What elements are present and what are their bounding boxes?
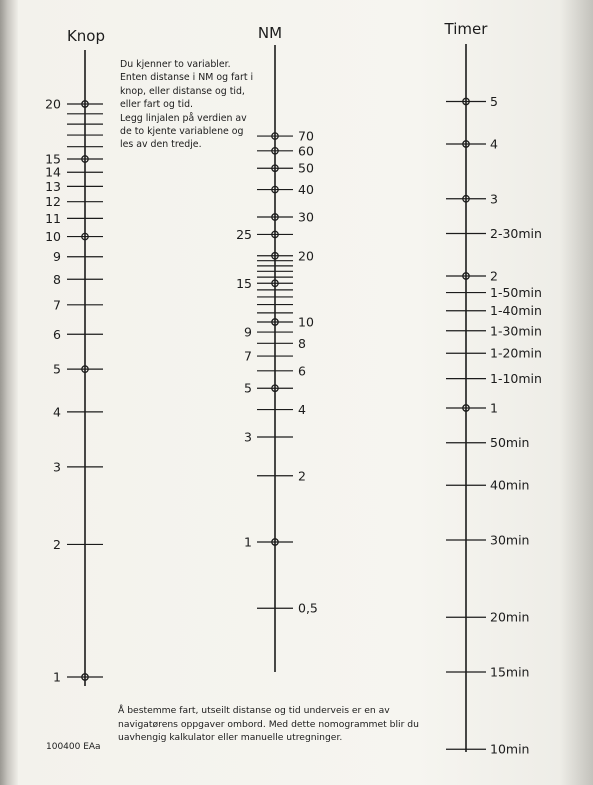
timer-tick-label-150: 2-30min: [490, 226, 542, 242]
catalog-number: 100400 EAa: [46, 742, 101, 752]
knop-tick-label-11: 11: [45, 210, 61, 226]
knop-tick-label-10: 10: [45, 229, 61, 245]
knop-tick-label-12: 12: [45, 194, 61, 210]
nm-tick-label-60: 60: [298, 143, 314, 159]
knop-tick-label-15: 15: [45, 151, 61, 167]
timer-scale: [444, 20, 542, 757]
timer-tick-label-60: 1: [490, 400, 498, 416]
nm-tick-label-0-5: 0,5: [298, 600, 318, 616]
footnote-text: Å bestemme fart, utseilt distanse og tid underveis er en av navigatørens oppgaver ombord. Med dette nomogrammet blir du uavhengig kalkulator eller manuelle utregninger.: [118, 705, 419, 744]
knop-tick-label-14: 14: [45, 164, 61, 180]
knop-tick-label-7: 7: [53, 297, 61, 313]
nm-tick-label-40: 40: [298, 182, 314, 198]
knop-tick-label-4: 4: [53, 404, 61, 420]
nm-tick-label-1: 1: [244, 534, 252, 550]
timer-tick-label-10: 10min: [490, 741, 530, 757]
nm-scale-title: NM: [257, 24, 283, 42]
nm-tick-label-20: 20: [298, 248, 314, 264]
timer-tick-label-15: 15min: [490, 664, 530, 680]
timer-tick-label-110: 1-50min: [490, 285, 542, 301]
knop-tick-label-2: 2: [53, 536, 61, 552]
timer-scale-title: Timer: [444, 20, 488, 38]
nm-tick-label-50: 50: [298, 160, 314, 176]
knop-tick-label-5: 5: [53, 361, 61, 377]
knop-tick-label-13: 13: [45, 178, 61, 194]
timer-tick-label-20: 20min: [490, 609, 530, 625]
timer-tick-label-240: 4: [490, 136, 498, 152]
knop-tick-label-20: 20: [45, 96, 61, 112]
nm-tick-label-5: 5: [244, 380, 252, 396]
nm-tick-label-8: 8: [298, 335, 306, 351]
nm-tick-label-7: 7: [244, 348, 252, 364]
nm-tick-label-15: 15: [236, 275, 252, 291]
knop-scale-title: Knop: [66, 27, 106, 45]
nm-tick-label-3: 3: [244, 429, 252, 445]
timer-tick-label-120: 2: [490, 268, 498, 284]
timer-tick-label-50: 50min: [490, 435, 530, 451]
timer-tick-label-100: 1-40min: [490, 303, 542, 319]
timer-tick-label-180: 3: [490, 191, 498, 207]
nm-tick-label-10: 10: [298, 314, 314, 330]
knop-tick-label-8: 8: [53, 271, 61, 287]
knop-tick-label-3: 3: [53, 459, 61, 475]
timer-tick-label-30: 30min: [490, 532, 530, 548]
knop-scale: [45, 27, 105, 686]
timer-tick-label-80: 1-20min: [490, 345, 542, 361]
nm-tick-label-70: 70: [298, 128, 314, 144]
timer-tick-label-90: 1-30min: [490, 323, 542, 339]
knop-tick-label-6: 6: [53, 326, 61, 342]
instructions-text: Du kjenner to variabler. Enten distanse i NM og fart i knop, eller distanse og tid, eller fart og tid. Legg linjalen på verdien av de to kjente variablene og les av den tredje.: [120, 59, 254, 151]
nm-tick-label-9: 9: [244, 324, 252, 340]
nm-tick-label-6: 6: [298, 363, 306, 379]
nm-tick-label-2: 2: [298, 468, 306, 484]
nm-tick-label-25: 25: [236, 226, 252, 242]
nm-tick-label-30: 30: [298, 209, 314, 225]
nm-tick-label-4: 4: [298, 402, 306, 418]
timer-tick-label-40: 40min: [490, 477, 530, 493]
timer-tick-label-70: 1-10min: [490, 371, 542, 387]
knop-tick-label-9: 9: [53, 249, 61, 265]
timer-tick-label-300: 5: [490, 94, 498, 110]
knop-tick-label-1: 1: [53, 669, 61, 685]
